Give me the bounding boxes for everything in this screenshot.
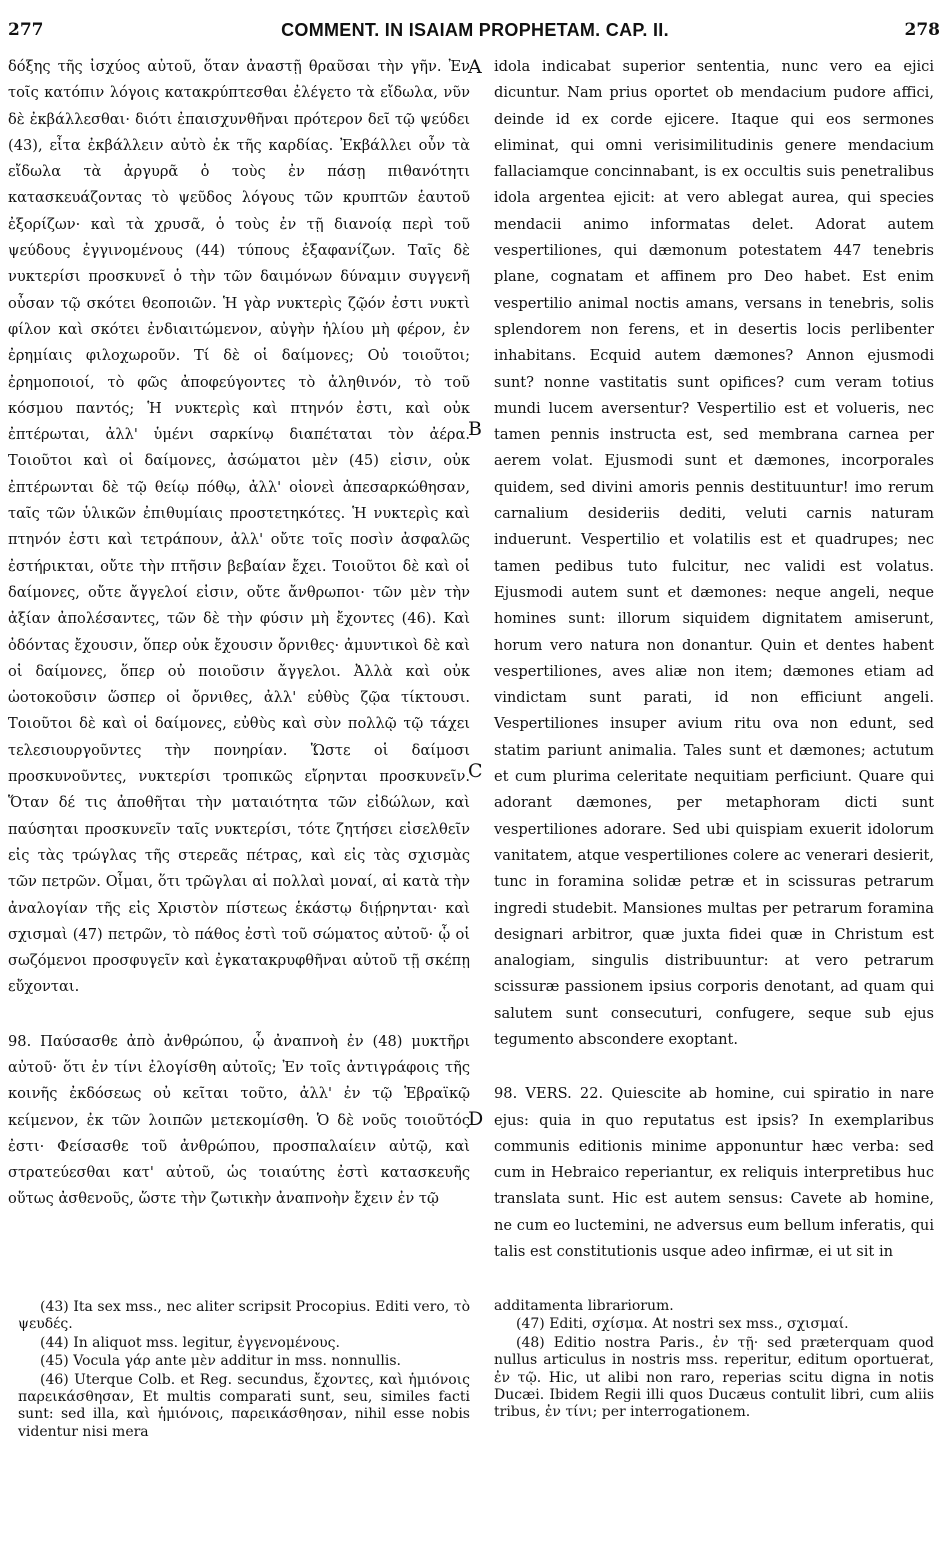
running-title: COMMENT. IN ISAIAM PROPHETAM. CAP. II.: [281, 20, 669, 40]
greek-column: [8, 54, 470, 1213]
footnote-44: (44) In aliquot mss. legitur, ἐγγενομένους.: [40, 1334, 340, 1351]
greek-paragraph-2: 98. Παύσασθε ἀπὸ ἀνθρώπου, ᾧ ἀναπνοὴ ἐν (48) μυκτῆρι αὐτοῦ· ὅτι ἐν τίνι ἐλογίσθη αὐτοῖς; Ἐν τοῖς ἀντιγράφοις τῆς κοινῆς ἐκδόσεως οὐ κεῖται τοῦτο, ἀλλ' ἐν τῷ Ἑβραϊκῷ κείμενον, ἐκ τῶν λοιπῶν μετεκομίσθη. Ὁ δὲ νοῦς τοιοῦτός ἐστι· Φείσασθε τοῦ ἀνθρώπου, προσπαλαίειν αὐτῷ, καὶ στρατεύεσθαι κατ' αὐτοῦ, ὡς τοιαύτης ἐστὶ κατασκευῆς οὕτως ἀσθενοῦς, ὥστε τὴν ζωτικὴν ἀναπνοὴν ἔχειν ἐν τῷ: [8, 1032, 470, 1208]
greek-paragraph-1: δόξης τῆς ἰσχύος αὐτοῦ, ὅταν ἀναστῇ θραῦσαι τὴν γῆν. Ἐν τοῖς κατόπιν λόγοις κατακρύπτεσθαι ἐλέγετο τὰ εἴδωλα, νῦν δὲ ἐκβάλλεσθαι· διότι ἐπαισχυνθῆναι πρότερον δεῖ τῷ ψεύδει (43), εἶτα ἐκβάλλειν αὐτὸ ἐκ τῆς καρδίας. Ἐκβάλλει οὖν τὰ εἴδωλα τὰ ἀργυρᾶ ὁ τοὺς ἐν πάσῃ πιθανότητι κατασκευάζοντας τὸ ψεῦδος λόγους τῶν κρυπτῶν ἑαυτοῦ ἐξορίζων· καὶ τὰ χρυσᾶ, ὁ τοὺς ἐν τῇ διανοίᾳ περὶ τοῦ ψεύδους ἐγγινομένους (44) τύπους ἐξαφανίζων. Ταῖς δὲ νυκτερίσι προσκυνεῖ ὁ τὴν τῶν δαιμόνων δύναμιν συγγενῆ οὖσαν τῷ σκότει θεοποιῶν. Ἡ γὰρ νυκτερὶς ζῷόν ἐστι νυκτὶ φίλον καὶ σκότει ἐνδιαιτώμενον, αὐγὴν ἡλίου μὴ φέρον, ἐν ἐρημίαις φιλοχωροῦν. Τί δὲ οἱ δαίμονες; Οὐ τοιοῦτοι; ἐρημοποιοί, τὸ φῶς ἀποφεύγοντες τὸ ἀληθινόν, τὸ τοῦ κόσμου παντός; Ἡ νυκτερὶς καὶ πτηνόν ἐστι, καὶ οὐκ ἐπτέρωται, ἀλλ' ὑμένι σαρκίνῳ διαπέταται τὸν ἀέρα. Τοιοῦτοι καὶ οἱ δαίμονες, ἀσώματοι μὲν (45) εἰσιν, οὐκ ἐπτέρωνται δὲ τῷ θείῳ πόθῳ, ἀλλ' οἱονεὶ ἀπεσαρκώθησαν, ταῖς τῶν ὑλικῶν ἐπιθυμίαις προστετηκότες. Ἡ νυκτερὶς καὶ πτηνόν ἐστι καὶ τετράπουν, ἀλλ' οὔτε τοῖς ποσὶν ἀσφαλῶς ἐστήρικται, οὔτε τὴν πτῆσιν βεβαίαν ἔχει. Τοιοῦτοι δὲ καὶ οἱ δαίμονες, οὔτε ἄγγελοί εἰσιν, οὔτε ἄνθρωποι· τῶν μὲν τὴν ἀξίαν ἀπολέσαντες, τῶν δὲ τὴν φύσιν μὴ ἔχοντες (46). Καὶ ὀδόντας ἔχουσιν, ὅπερ οὐκ ἔχουσιν ὄρνιθες· ἀμυντικοὶ δὲ καὶ οἱ δαίμονες, ὅπερ οὐ ποιοῦσιν ἄγγελοι. Ἀλλὰ καὶ οὐκ ὠοτοκοῦσιν ὥσπερ οἱ ὄρνιθες, ἀλλ' εὐθὺς ζῷα τίκτουσι. Τοιοῦτοι δὲ καὶ οἱ δαίμονες, εὐθὺς καὶ σὺν πολλῷ τῷ τάχει τελεσιουργοῦντες τὴν πονηρίαν. Ὥστε οἱ δαίμοσι προσκυνοῦντες, νυκτερίσι τροπικῶς εἴρηνται προσκυνεῖν. Ὅταν δέ τις ἀποθῆται τὴν ματαιότητα τῶν εἰδώλων, καὶ παύσηται προσκυνεῖν ταῖς νυκτερίσι, τότε ζητήσει εἰσελθεῖν εἰς τὰς τρώγλας τῆς στερεᾶς πέτρας, καὶ εἰς τὰς σχισμὰς τῶν πετρῶν. Οἶμαι, ὅτι τρῶγλαι αἱ πολλαὶ μοναί, αἱ κατὰ τὴν ἀναλογίαν τῆς εἰς Χριστὸν πίστεως ἑκάστῳ διῄρηνται· καὶ σχισμαὶ (47) πετρῶν, τὸ πάθος ἐστὶ τοῦ σώματος αὐτοῦ· ᾧ οἱ σωζόμενοι προσφυγεῖν καὶ ἐγκατακρυφθῆναι αὐτοῦ τῇ σκέπῃ εὔχονται.: [8, 58, 470, 996]
footnote-46: (46) Uterque Colb. et Reg. secundus, ἔχοντες, καὶ ἡμιόνοις παρεικάσθησαν, Et multis comparati sunt, seu, similes facti sunt: sed illa, καὶ ἡμιόνοις, παρεικάσθησαν, nihil esse nobis videntur nisi mera: [18, 1371, 470, 1440]
page-number-left: 277: [8, 20, 44, 40]
margin-marker-c: C: [468, 760, 483, 782]
footnote-48: (48) Editio nostra Paris., ἐν τῇ· sed præterquam quod nullus articulus in nostris mss. reperitur, editum oportuerat, ἐν τῷ. Hic, ut alibi non raro, reperias scitu digna in notis Ducæi. Ibidem Regii illi quos Ducæus contulit libri, cum aliis tribus, ἐν τίνι; per interrogationem.: [494, 1334, 934, 1421]
footnotes-left: [18, 1298, 470, 1441]
margin-marker-d: D: [468, 1108, 484, 1130]
page-number-right: 278: [904, 20, 940, 40]
running-header: [0, 20, 950, 50]
margin-marker-a: A: [468, 56, 482, 78]
latin-paragraph-2: 98. VERS. 22. Quiescite ab homine, cui spiratio in nare ejus: quia in quo reputatus est ipsis? In exemplaribus communis editionis minime apponuntur hæc verba: sed cum in Hebraico reperiantur, ex reliquis interpretibus huc translata sunt. Hic est autem sensus: Cavete ab homine, ne cum eo luctemini, ne adversus eum bellum inferatis, qui talis est constitutionis usque adeo infirmæ, ei ut sit in: [494, 1085, 934, 1261]
footnote-45: (45) Vocula γάρ ante μὲν additur in mss. nonnullis.: [40, 1353, 401, 1370]
footnote-47: (47) Editi, σχίσμα. At nostri sex mss., σχισμαί.: [516, 1316, 849, 1333]
footnote-43: (43) Ita sex mss., nec aliter scripsit Procopius. Editi vero, τὸ ψευδές.: [18, 1299, 470, 1333]
margin-marker-b: B: [468, 418, 482, 440]
latin-paragraph-1: idola indicabat superior sententia, nunc vero ea ejici dicuntur. Nam prius oportet ob mendacium pudore affici, deinde id ex corde ejicere. Itaque qui eos sermones eliminat, qui omni verisimilitudinis genere mendacium fallaciamque concinnabant, is ex occultis suis penetralibus idola argentea ejicit: at vero ablegat aurea, qui species mendacii animo informatas delet. Adorat autem vespertiliones, qui dæmonum potestatem 447 tenebris plane, cognatam et affinem pro Deo habet. Est enim vespertilio animal noctis amans, versans in tenebris, solis splendorem non ferens, et in desertis locis perlibenter inhabitans. Ecquid autem dæmones? Annon ejusmodi sunt? nonne vastitatis sunt opifices? cum veram totius mundi lucem aversentur? Vespertilio est et volueris, nec tamen pennis instructa est, sed membrana carnea per aerem volat. Ejusmodi sunt et dæmones, incorporales quidem, sed divini amoris pennis destituuntur! imo rerum carnalium desideriis dediti, veluti carnis naturam induerunt. Vespertilio et volatilis est et quadrupes; nec tamen pedibus tuto fulcitur, nec validi est volatus. Ejusmodi autem sunt et dæmones: neque angeli, neque homines sunt: illorum siquidem dignitatem amiserunt, horum vero natura non donantur. Quin et dentes habent vespertiliones, aves aliæ non item; dæmones etiam ad vindictam sunt parati, id non efficiunt angeli. Vespertiliones insuper avium ritu ova non edunt, sed statim pariunt animalia. Tales sunt et dæmones; actutum et cum plurima celeritate nequitiam perficiunt. Quare qui adorant dæmones, per metaphoram dicti sunt vespertiliones adorare. Sed ubi quispiam exuerit idolorum vanitatem, atque vespertiliones colere ac venerari desierit, tunc in foramina solidæ petræ et in scissuras petrarum ingredi studebit. Mansiones multas per petrarum foramina designari arbitror, quæ juxta fidei quæ in Christum est analogiam, singulis distribuuntur: at vero petrarum scissuræ passionem ipsius corporis denotant, ad quam qui salutem sunt consecuturi, confugere, seque sub ejus tegumento abscondere exoptant.: [494, 58, 934, 1048]
latin-column: [494, 54, 934, 1265]
footnotes-right: [494, 1298, 934, 1422]
footnote-46-continued: additamenta librariorum.: [494, 1298, 674, 1314]
